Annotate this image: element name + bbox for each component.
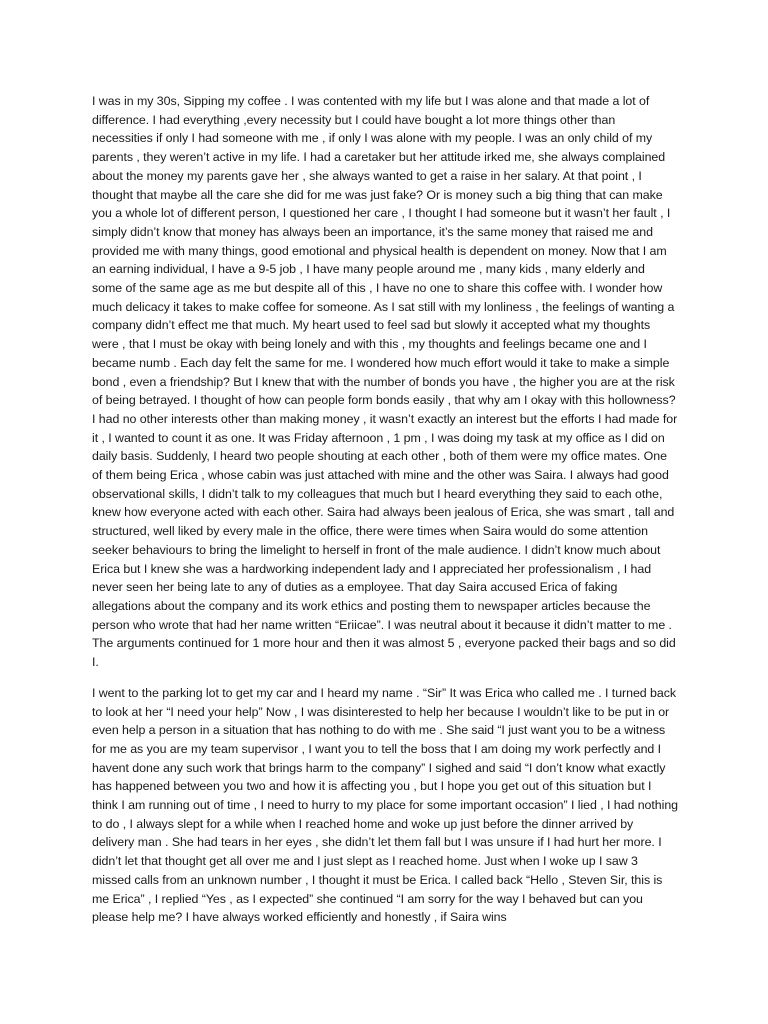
paragraph-2: I went to the parking lot to get my car and I heard my name . “Sir” It was Erica who called me . I turned back to look at her “I need your help” Now , I was disinterested to help her because I wouldn’t like to be put in or even help a person in a situation that has nothing to do with me . She said “I just want you to be a witness for me as you are my team supervisor , I want you to tell the boss that I am doing my work perfectly and I havent done any such work that brings harm to the company” I sighed and said “I don’t know what exactly has happened between you two and how it is affecting you , but I hope you get out of this situation but I think I am running out of time , I need to hurry to my place for some important occasion” I lied , I had nothing to do , I always slept for a while when I reached home and woke up just before the dinner arrived by delivery man . She had tears in her eyes , she didn’t let them fall but I was unsure if I had hurt her more. I didn’t let that thought get all over me and I just slept as I reached home. Just when I woke up I saw 3 missed calls from an unknown number , I thought it must be Erica. I called back “Hello , Steven Sir, this is me Erica” , I replied “Yes , as I expected” she continued “I am sorry for the way I behaved but can you please help me? I have always worked efficiently and honestly , if Saira wins: [92, 685, 679, 925]
document-body: [92, 92, 678, 939]
paragraph-1: I was in my 30s, Sipping my coffee . I was contented with my life but I was alone and that made a lot of difference. I had everything ,every necessity but I could have bought a lot more things other than necessities if only I had someone with me , if only I was alone with my people. I was an only child of my parents , they weren’t active in my life. I had a caretaker but her attitude irked me, she always complained about the money my parents gave her , she always wanted to get a raise in her salary. At that point , I thought that maybe all the care she did for me was just fake? Or is money such a big thing that can make you a whole lot of different person, I questioned her care , I thought I had someone but it wasn’t her fault , I simply didn’t know that money has always been an importance, it’s the same money that raised me and provided me with many things, good emotional and physical health is dependent on money. Now that I am an earning individual, I have a 9-5 job , I have many people around me , many kids , many elderly and some of the same age as me but despite all of this , I have no one to share this coffee with. I wonder how much delicacy it takes to make coffee for someone. As I sat still with my lonliness , the feelings of wanting a company didn’t effect me that much. My heart used to feel sad but slowly it accepted what my thoughts were , that I must be okay with being lonely and with this , my thoughts and feelings became one and I became numb . Each day felt the same for me. I wondered how much effort would it take to make a simple bond , even a friendship? But I knew that with the number of bonds you have , the higher you are at the risk of being betrayed. I thought of how can people form bonds easily , that why am I okay with this hollowness? I had no other interests other than making money , it wasn’t exactly an interest but the efforts I had made for it , I wanted to count it as one. It was Friday afternoon , 1 pm , I was doing my task at my office as I did on daily basis. Suddenly, I heard two people shouting at each other , both of them were my office mates. One of them being Erica , whose cabin was just attached with mine and the other was Saira. I always had good observational skills, I didn’t talk to my colleagues that much but I heard everything they said to each othe, knew how everyone acted with each other. Saira had always been jealous of Erica, she was smart , tall and structured, well liked by every male in the office, there were times when Saira would do some attention seeker behaviours to bring the limelight to herself in front of the male audience. I didn’t know much about Erica but I knew she was a hardworking independent lady and I appreciated her professionalism , I had never seen her being late to any of duties as a employee. That day Saira accused Erica of faking allegations about the company and its work ethics and posting them to newspaper articles because the person who wrote that had her name written “Eriicae”. I was neutral about it because it didn’t matter to me . The arguments continued for 1 more hour and then it was almost 5 , everyone packed their bags and so did I.: [92, 94, 678, 670]
